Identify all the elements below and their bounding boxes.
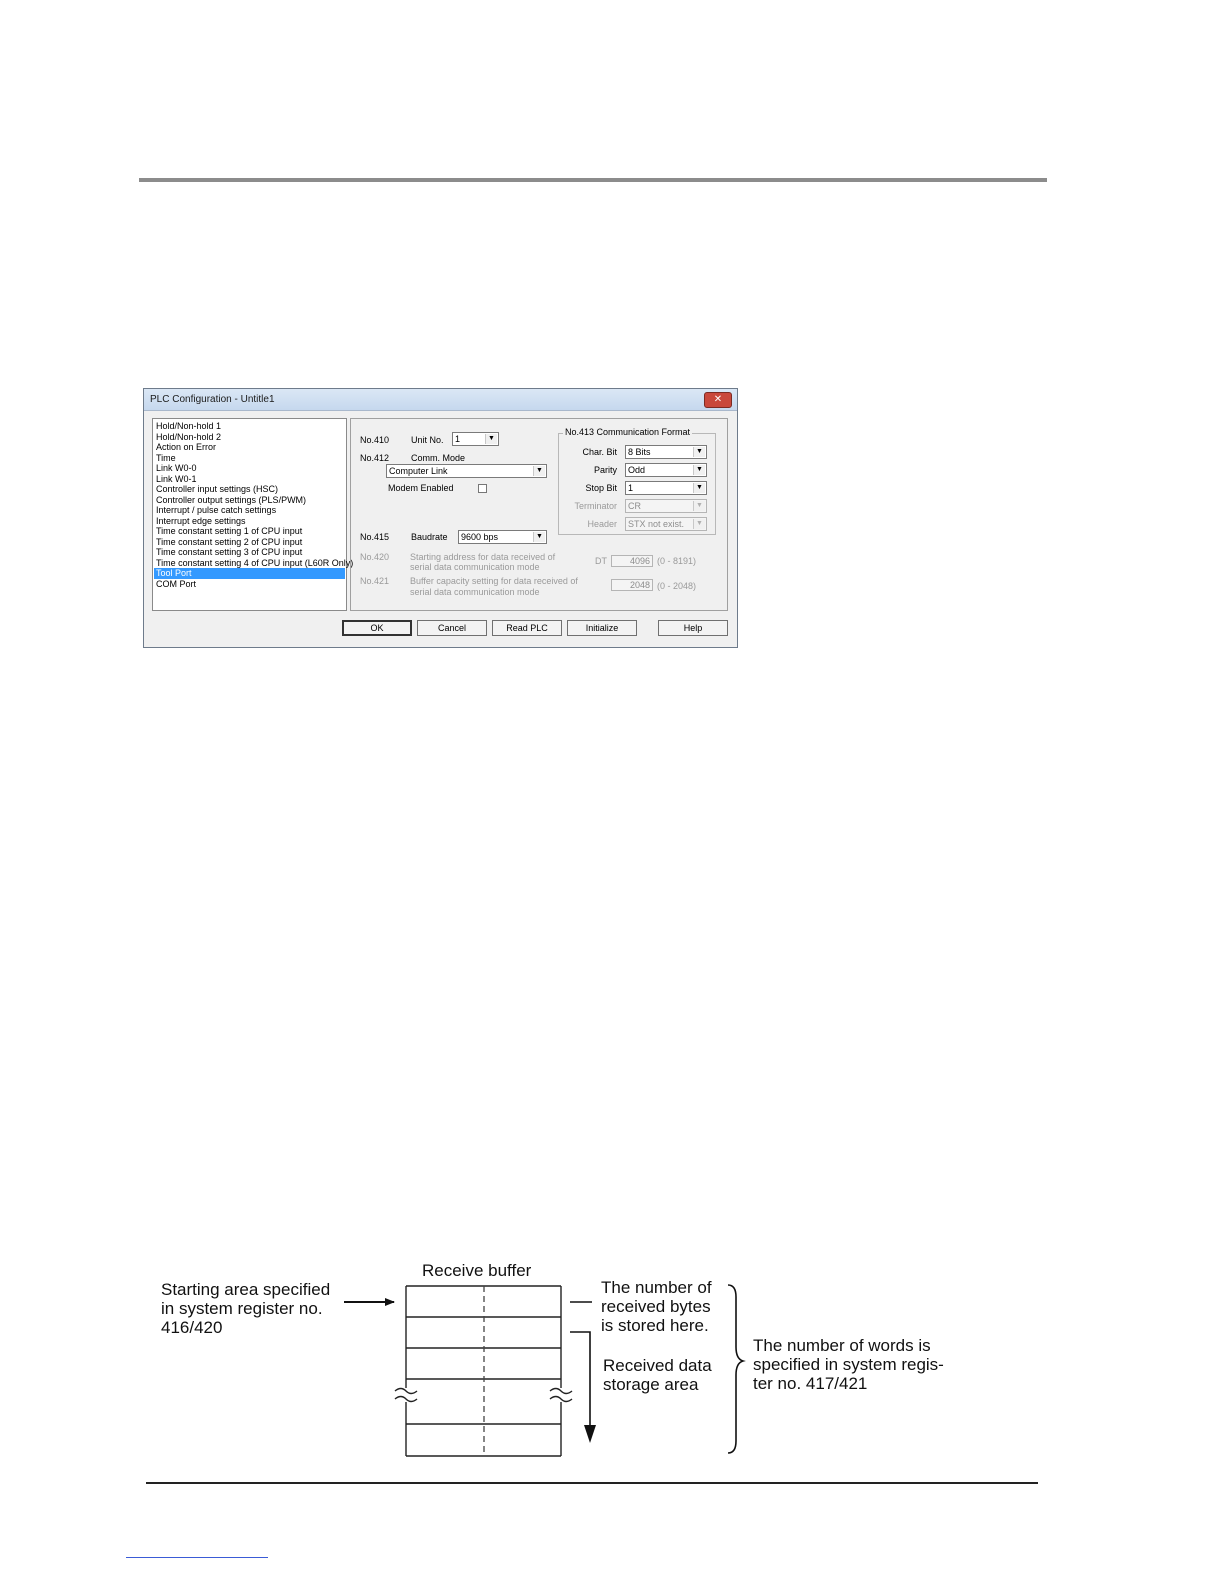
buffer-capacity-label-line2: serial data communication mode (410, 587, 540, 597)
header-select[interactable] (625, 517, 707, 531)
terminator-label: Terminator (574, 501, 617, 511)
settings-category-item[interactable]: Interrupt / pulse catch settings (156, 505, 277, 515)
storage-line1: Received data (603, 1356, 712, 1375)
comm-mode-select[interactable] (386, 464, 547, 478)
settings-category-item[interactable]: Link W0-0 (156, 463, 197, 473)
settings-category-item[interactable]: Time constant setting 1 of CPU input (156, 526, 303, 536)
bytes-line3: is stored here. (601, 1316, 709, 1335)
initialize-button[interactable]: Initialize (567, 620, 637, 636)
settings-category-item[interactable]: Hold/Non-hold 2 (156, 431, 222, 442)
buffer-capacity-input[interactable]: 2048 (611, 579, 653, 591)
storage-line2: storage area (603, 1375, 699, 1394)
settings-category-item[interactable]: Controller output settings (PLS/PWM) (156, 494, 307, 505)
char-bit-value: 8 Bits (628, 447, 651, 457)
read-plc-button[interactable]: Read PLC (492, 620, 562, 636)
settings-category-item[interactable]: Time constant setting 3 of CPU input (156, 547, 303, 557)
communication-format-group (558, 427, 716, 535)
page-top-rule (139, 178, 1047, 182)
header-label: Header (587, 519, 617, 529)
char-bit-label: Char. Bit (582, 447, 617, 457)
terminator-select[interactable] (625, 499, 707, 513)
receive-buffer-title: Receive buffer (422, 1261, 532, 1280)
parity-label: Parity (593, 465, 617, 475)
chevron-down-icon[interactable]: ▼ (693, 483, 705, 493)
cancel-button[interactable]: Cancel (417, 620, 487, 636)
start-area-label (161, 1280, 330, 1337)
unit-no-select[interactable] (452, 432, 499, 446)
close-button[interactable] (704, 392, 732, 408)
words-line3: ter no. 417/421 (753, 1374, 868, 1393)
settings-category-item[interactable]: Time constant setting 2 of CPU input (156, 536, 303, 547)
footer-link-underline[interactable] (126, 1557, 268, 1558)
unit-no-label: Unit No. (411, 435, 444, 445)
terminator-value: CR (628, 501, 641, 511)
bytes-line1: The number of (601, 1278, 712, 1297)
settings-category-item[interactable]: Link W0-1 (156, 473, 197, 484)
start-address-input[interactable]: 4096 (611, 555, 653, 567)
start-address-range: (0 - 8191) (657, 556, 697, 566)
baudrate-label: Baudrate (411, 532, 448, 542)
receive-buffer-diagram (150, 1255, 1010, 1475)
settings-category-item[interactable]: COM Port (156, 578, 197, 589)
dialog-titlebar[interactable] (144, 389, 737, 411)
chevron-down-icon[interactable]: ▼ (693, 465, 705, 475)
settings-category-item[interactable]: Hold/Non-hold 1 (156, 421, 222, 431)
settings-category-item[interactable]: Controller input settings (HSC) (156, 484, 279, 494)
page-bottom-rule (146, 1482, 1038, 1484)
tool-port-settings-panel (350, 418, 728, 611)
comm-mode-value: Computer Link (389, 466, 448, 476)
buffer-capacity-label-line1: Buffer capacity setting for data received of (410, 576, 578, 586)
comm-mode-register: No.412 (360, 453, 390, 463)
header-value: STX not exist. (628, 519, 685, 529)
plc-configuration-dialog (143, 388, 738, 648)
settings-category-item[interactable]: Tool Port (154, 568, 345, 579)
unit-no-value: 1 (455, 434, 461, 444)
start-address-register: No.420 (360, 552, 390, 562)
baudrate-select[interactable] (458, 530, 547, 544)
settings-category-item[interactable]: Action on Error (156, 442, 217, 452)
baudrate-value: 9600 bps (461, 532, 499, 542)
bytes-line2: received bytes (601, 1297, 711, 1316)
storage-area-label (603, 1356, 712, 1394)
chevron-down-icon[interactable]: ▼ (693, 501, 705, 511)
chevron-down-icon[interactable]: ▼ (533, 532, 545, 542)
stop-bit-value: 1 (628, 483, 634, 493)
parity-value: Odd (628, 465, 646, 475)
storage-arrow-head (584, 1425, 596, 1443)
dialog-title: PLC Configuration - Untitle1 (150, 394, 275, 405)
unit-no-register: No.410 (360, 435, 390, 445)
settings-category-item[interactable]: Time (156, 452, 176, 463)
communication-format-legend: No.413 Communication Format (565, 427, 691, 437)
words-line2: specified in system regis- (753, 1355, 944, 1374)
chevron-down-icon[interactable]: ▼ (693, 447, 705, 457)
chevron-down-icon[interactable]: ▼ (485, 434, 497, 444)
settings-category-item[interactable]: Interrupt edge settings (156, 515, 246, 526)
start-area-line2: in system register no. (161, 1299, 323, 1318)
stop-bit-select[interactable] (625, 481, 707, 495)
ok-button[interactable]: OK (342, 620, 412, 636)
storage-area-arrow (570, 1332, 590, 1435)
stop-bit-label: Stop Bit (585, 483, 617, 493)
buffer-capacity-register: No.421 (360, 576, 390, 586)
chevron-down-icon[interactable]: ▼ (693, 519, 705, 529)
buffer-capacity-range: (0 - 2048) (657, 581, 697, 591)
settings-category-list[interactable] (152, 418, 354, 611)
modem-enabled-label: Modem Enabled (388, 483, 454, 493)
baudrate-register: No.415 (360, 532, 390, 542)
words-brace (728, 1285, 743, 1453)
received-bytes-label (601, 1278, 712, 1335)
settings-category-item[interactable]: Time constant setting 4 of CPU input (L60R Only) (156, 557, 354, 568)
start-address-label-line1: Starting address for data received of (410, 552, 556, 562)
dt-prefix: DT (595, 556, 607, 566)
start-address-label-line2: serial data communication mode (410, 562, 540, 572)
chevron-down-icon[interactable]: ▼ (533, 466, 545, 476)
start-area-line1: Starting area specified (161, 1280, 331, 1299)
number-of-words-label (753, 1336, 944, 1393)
words-line1: The number of words is (753, 1336, 931, 1355)
close-icon: ✕ (713, 394, 723, 405)
comm-mode-label: Comm. Mode (411, 453, 466, 463)
parity-select[interactable] (625, 463, 707, 477)
modem-enabled-checkbox[interactable] (478, 484, 487, 493)
char-bit-select[interactable] (625, 445, 707, 459)
start-area-line3: 416/420 (161, 1318, 223, 1337)
help-button[interactable]: Help (658, 620, 728, 636)
